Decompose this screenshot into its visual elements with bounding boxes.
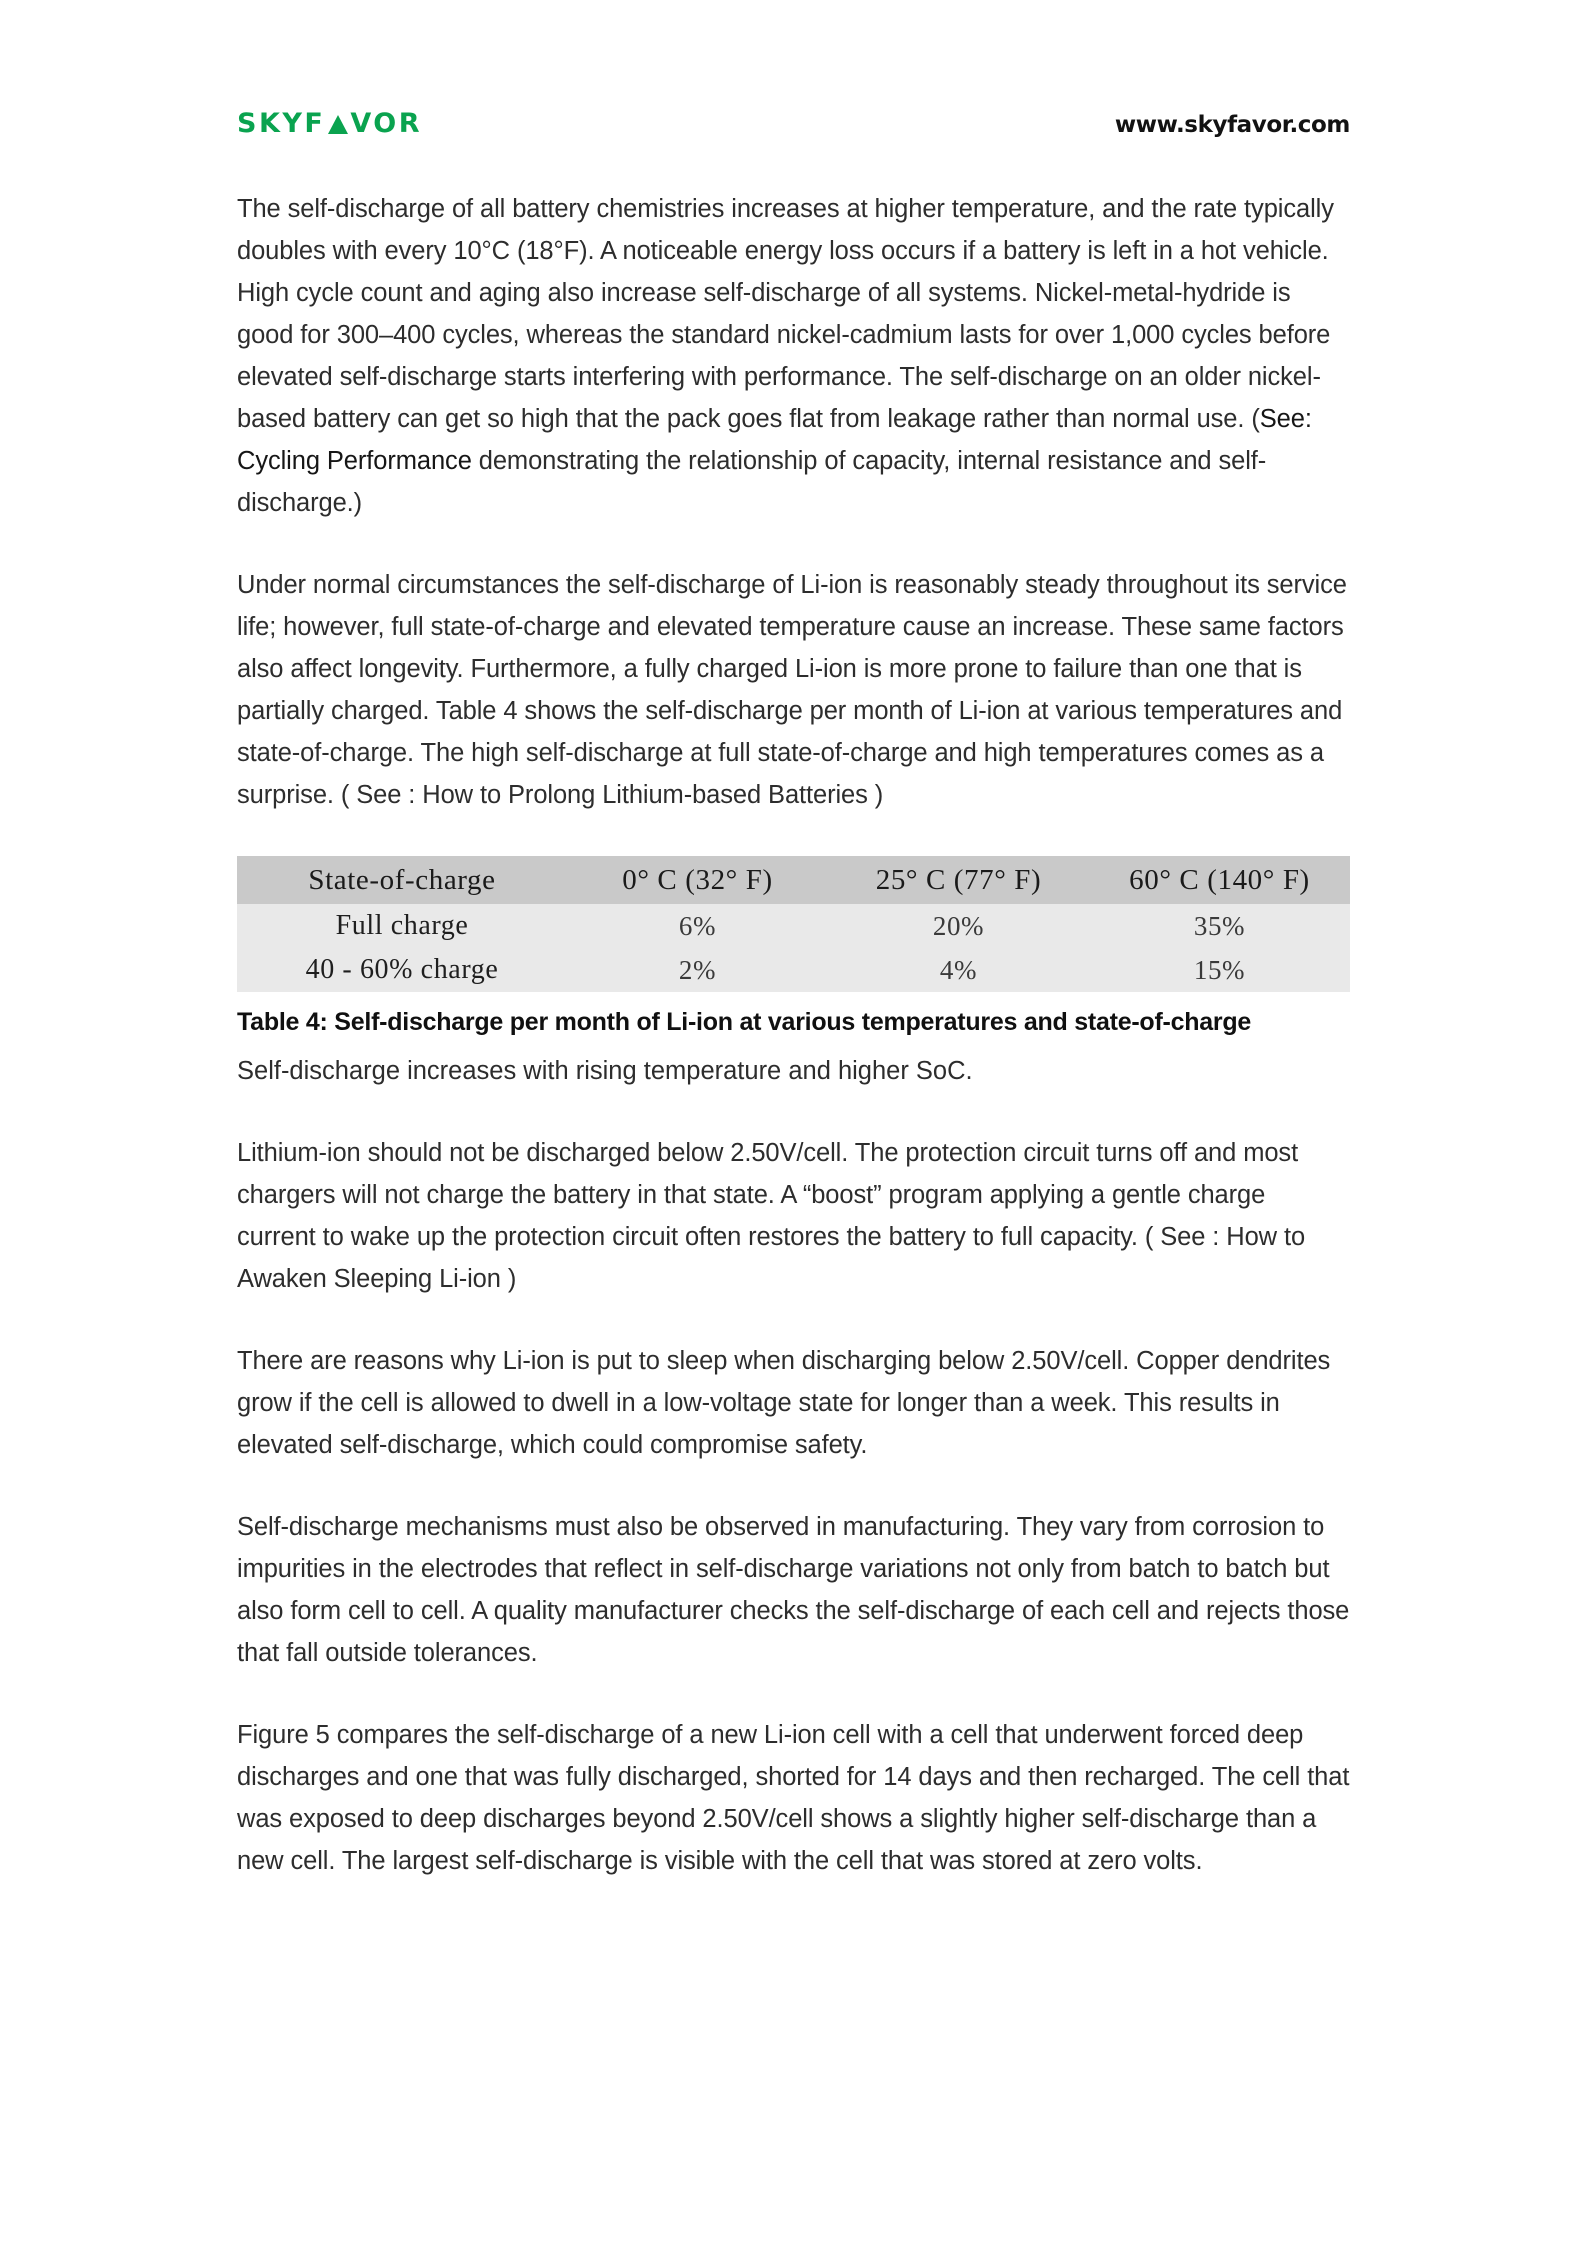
table-row	[237, 948, 1350, 992]
table-4-block	[237, 856, 1350, 1092]
table-subcaption: Self-discharge increases with rising temperature and higher SoC.	[237, 1057, 973, 1085]
self-discharge-table	[237, 856, 1350, 992]
paragraph-1-text-part-1: The self-discharge of all battery chemistries increases at higher temperature, and the rate typically doubles with every 10°C (18°F). A noticeable energy loss occurs if a battery is left in a hot vehicle. High cycle count and aging also increase self-discharge of all systems. Nickel-metal-hydride is good for 300–400 cycles, whereas the standard nickel-cadmium lasts for over 1,000 cycles before elevated self-discharge starts interfering with performance. The self-discharge on an older nickel-based battery can get so high that the pack goes flat from leakage rather than normal use. (	[237, 195, 1334, 433]
table-header-state-of-charge: State-of-charge	[308, 863, 496, 896]
table-cell-row0-25c: 20%	[932, 910, 985, 941]
table-cell-row0-60c: 35%	[1193, 910, 1246, 941]
paragraph-figure-5: Figure 5 compares the self-discharge of a new Li-ion cell with a cell that underwent forced deep discharges and one that was fully discharged, shorted for 14 days and then recharged. The cell that was exposed to deep discharges beyond 2.50V/cell shows a slightly higher self-discharge than a new cell. The largest self-discharge is visible with the cell that was stored at zero volts.	[237, 1721, 1350, 1875]
paragraph-li-ion-self-discharge: Under normal circumstances the self-discharge of Li-ion is reasonably steady throughout its service life; however, full state-of-charge and elevated temperature cause an increase. These same factors also affect longevity. Furthermore, a fully charged Li-ion is more prone to failure than one that is partially charged. Table 4 shows the self-discharge per month of Li-ion at various temperatures and state-of-charge. The high self-discharge at full state-of-charge and high temperatures comes as a surprise. ( See : How to Prolong Lithium-based Batteries )	[237, 571, 1347, 809]
table-head	[237, 856, 1350, 904]
table-cell-row1-0c: 2%	[678, 954, 717, 985]
table-header-0c: 0° C (32° F)	[622, 863, 773, 896]
paragraph-discharge-threshold: Lithium-ion should not be discharged below 2.50V/cell. The protection circuit turns off and most chargers will not charge the battery in that state. A “boost” program applying a gentle charge current to wake up the protection circuit often restores the battery to full capacity. ( See : How to Awaken Sleeping Li-ion )	[237, 1139, 1306, 1293]
skyfavor-logo	[237, 110, 422, 137]
table-caption: Table 4: Self-discharge per month of Li-ion at various temperatures and state-of-charge	[237, 1008, 1252, 1036]
table-header-25c: 25° C (77° F)	[875, 863, 1042, 896]
document-body	[237, 188, 1350, 1882]
logo-text-before: SKYF	[237, 108, 326, 139]
paragraph-self-discharge-temperature	[237, 188, 1350, 524]
table-cell-row0-0c: 6%	[678, 910, 717, 941]
table-cell-row1-label: 40 - 60% charge	[305, 954, 499, 985]
table-cell-row1-25c: 4%	[939, 954, 978, 985]
triangle-letter-a-icon	[328, 115, 348, 134]
paragraph-1-text-part-2: demonstrating the relationship of capacity, internal resistance and self-discharge.)	[237, 447, 1267, 517]
table-body	[237, 904, 1350, 992]
cross-reference-cycling-performance[interactable]: See: Cycling Performance	[237, 405, 1312, 475]
table-header-row	[237, 856, 1350, 904]
website-url: www.skyfavor.com	[1114, 112, 1350, 138]
table-header-60c: 60° C (140° F)	[1129, 863, 1310, 896]
paragraph-copper-dendrites: There are reasons why Li-ion is put to sleep when discharging below 2.50V/cell. Copper dendrites grow if the cell is allowed to dwell in a low-voltage state for longer than a week. This results in elevated self-discharge, which could compromise safety.	[237, 1347, 1331, 1459]
paragraph-manufacturing: Self-discharge mechanisms must also be observed in manufacturing. They vary from corrosion to impurities in the electrodes that reflect in self-discharge variations not only from batch to batch but also form cell to cell. A quality manufacturer checks the self-discharge of each cell and rejects those that fall outside tolerances.	[237, 1513, 1350, 1667]
table-cell-row0-label: Full charge	[335, 910, 469, 941]
table-cell-row1-60c: 15%	[1193, 954, 1246, 985]
table-row	[237, 904, 1350, 948]
page-header	[237, 110, 1350, 150]
logo-text-after: VOR	[350, 108, 423, 139]
